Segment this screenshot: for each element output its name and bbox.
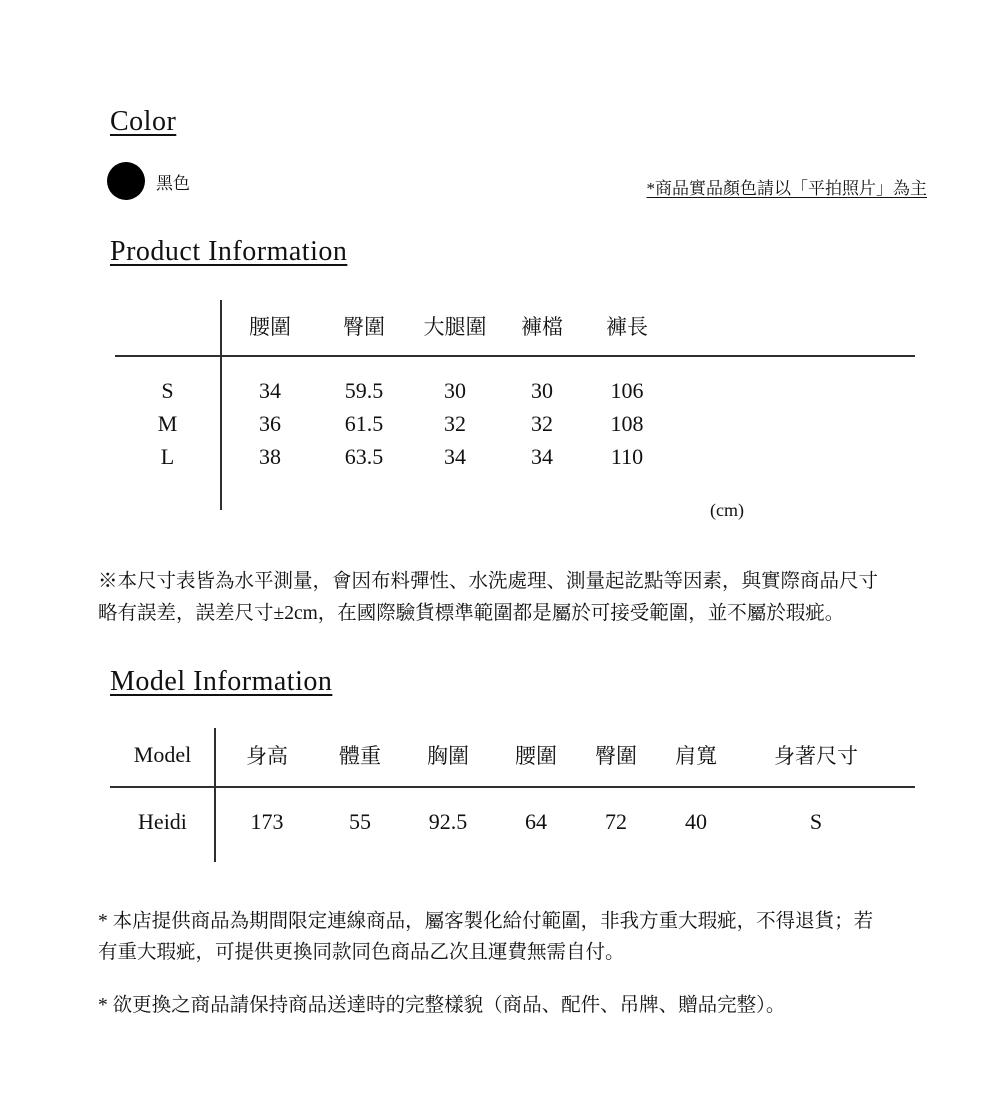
model-wearing-size-value: S [809,809,823,834]
model-table-col-chest: 胸圍 [427,744,469,768]
exchange-condition-note: * 欲更換之商品請保持商品送達時的完整樣貌（商品、配件、吊牌、贈品完整）。 [98,995,786,1016]
size-table-col-hip: 臀圍 [343,315,385,339]
model-table-col-model: Model [133,742,192,767]
hip-value: 59.5 [344,377,384,403]
size-label: M [157,410,178,436]
model-table-col-wearing-size: 身著尺寸 [774,744,858,768]
color-heading: Color [110,106,177,137]
hip-value: 63.5 [344,443,384,469]
table-row [115,374,672,407]
model-table-col-hip: 臀圍 [595,744,637,768]
product-information-heading: Product Information [110,236,348,267]
size-table-col-crotch: 褲檔 [521,315,563,339]
hip-value: 61.5 [344,410,384,436]
model-weight-value: 55 [349,809,371,834]
size-disclaimer-line1: ※本尺寸表皆為水平測量，會因布料彈性、水洗處理、測量起訖點等因素，與實際商品尺寸 [98,571,879,592]
thigh-value: 34 [444,443,466,469]
return-policy-note [98,906,873,968]
color-disclaimer-note: *商品實品顏色請以「平拍照片」為主 [646,179,927,198]
length-value: 106 [610,377,644,403]
table-row [110,800,895,844]
size-table-body [115,374,672,473]
model-name: Heidi [138,809,187,834]
size-table-col-length: 褲長 [606,315,648,339]
length-value: 108 [610,410,644,436]
size-disclaimer-line2: 略有誤差，誤差尺寸±2cm，在國際驗貨標準範圍都是屬於可接受範圍，並不屬於瑕疵。 [98,603,845,624]
model-table-col-shoulder: 肩寬 [675,744,717,768]
length-value: 110 [610,443,644,469]
model-table-header-row [110,730,895,780]
waist-value: 34 [259,377,281,403]
thigh-value: 32 [444,410,466,436]
size-table-col-thigh: 大腿圍 [423,315,487,339]
size-table-header-row [115,300,672,352]
model-table-col-height: 身高 [246,744,288,768]
color-swatch-label: 黑色 [156,173,190,193]
size-disclaimer [98,566,878,630]
size-table-header-rule [115,355,915,357]
black-color-swatch [107,162,145,200]
crotch-value: 30 [531,377,553,403]
model-shoulder-value: 40 [685,809,707,834]
waist-value: 38 [259,443,281,469]
model-hip-value: 72 [605,809,627,834]
crotch-value: 34 [531,443,553,469]
size-label: L [160,443,175,469]
size-table-unit-label: (cm) [710,500,744,520]
model-chest-value: 92.5 [428,809,468,834]
color-swatch-row [107,162,190,200]
model-table-header-rule [110,786,915,788]
waist-value: 36 [259,410,281,436]
model-waist-value: 64 [525,809,547,834]
return-policy-note-line2: 有重大瑕疵，可提供更換同款同色商品乙次且運費無需自付。 [98,942,625,963]
model-table-col-waist: 腰圍 [515,744,557,768]
table-row [115,407,672,440]
thigh-value: 30 [444,377,466,403]
size-table-col-waist: 腰圍 [249,315,291,339]
return-policy-note-line1: * 本店提供商品為期間限定連線商品，屬客製化給付範圍，非我方重大瑕疵，不得退貨；若 [98,911,874,932]
model-height-value: 173 [250,809,284,834]
model-table-col-weight: 體重 [339,744,381,768]
size-label: S [161,377,174,403]
table-row [115,440,672,473]
model-information-heading: Model Information [110,666,333,697]
crotch-value: 32 [531,410,553,436]
